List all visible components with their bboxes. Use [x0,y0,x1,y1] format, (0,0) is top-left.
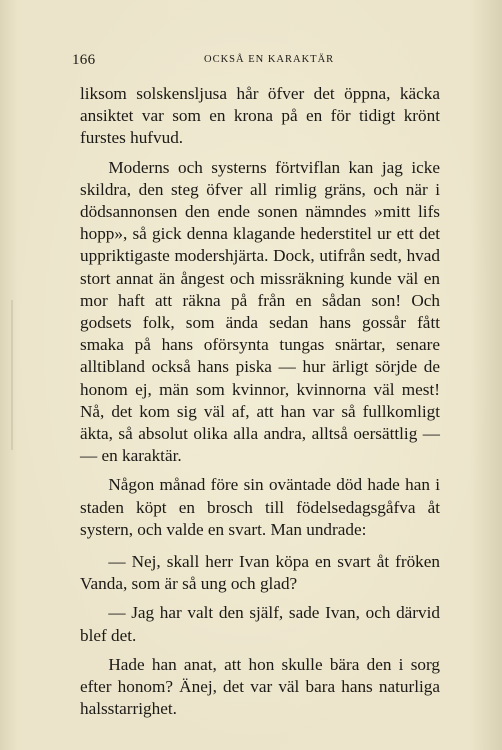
paragraph-2: Moderns och systerns förtviflan kan jag icke skildra, den steg öfver all rimlig gräns, och när i dödsannonsen den ende sonen nämndes »mitt lifs hopp», så gick denna klagande hederstitel ur ett det uppriktigaste modershjärta. Dock, utifrån sedt, hvad stort annat än ångest och missräkning kunde väl en mor haft att räkna på från en sådan son! Och godsets folk, som ända sedan hans gossår fått smaka på hans oförsynta tungas snärtar, senare alltibland också hans piska — hur ärligt sörjde de honom ej, män som kvinnor, kvinnorna väl mest! Nå, det kom sig väl af, att han var så fullkomligt äkta, så absolut olika alla andra, alltså oersättlig — — en karaktär. [80,157,440,466]
page-edge-mark [11,300,13,450]
page-number: 166 [72,52,96,68]
page-header [72,52,434,70]
paragraph-6: Hade han anat, att hon skulle bära den i sorg efter honom? Änej, det var väl bara hans naturliga halsstarrighet. [80,654,440,719]
body-text [80,83,440,720]
paragraph-3: Någon månad före sin oväntade död hade han i staden köpt en brosch till födelsedagsgåfva åt systern, och valde en svart. Man undrade: [80,475,440,539]
paragraph-1: liksom solskensljusa hår öfver det öppna, käcka ansiktet var som en krona på en för tidigt krönt furstes hufvud. [80,84,440,148]
paragraph-4: — Nej, skall herr Ivan köpa en svart åt fröken Vanda, som är så ung och glad? [80,552,440,594]
running-head: OCKSÅ EN KARAKTÄR [204,54,335,65]
paragraph-5: — Jag har valt den själf, sade Ivan, och därvid blef det. [80,603,440,645]
